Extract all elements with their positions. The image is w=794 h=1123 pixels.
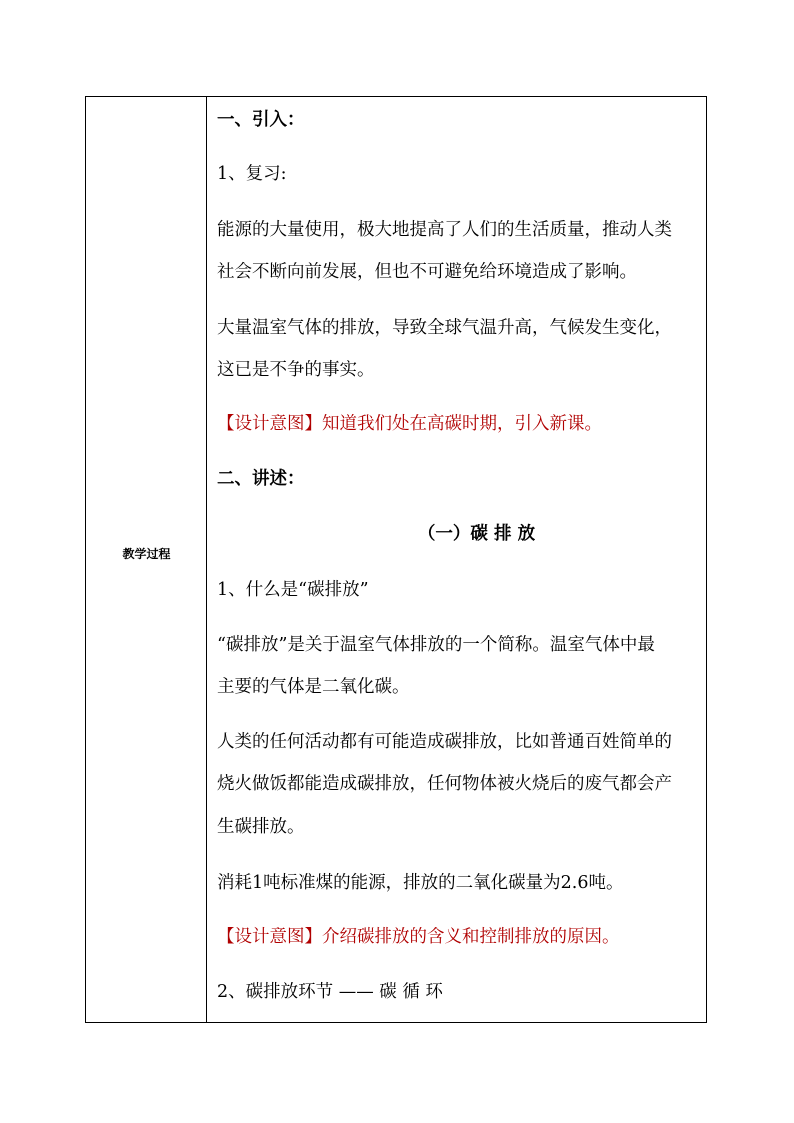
paragraph-line: 能源的大量使用，极大地提高了人们的生活质量，推动人类 <box>217 220 672 240</box>
intro-heading: 一、引入： <box>217 110 305 130</box>
content-cell <box>207 97 706 1022</box>
design-intent-tag: 【设计意图】 <box>217 414 322 434</box>
subsection-title: （一）碳 排 放 <box>417 524 536 544</box>
design-intent-2 <box>217 927 620 947</box>
design-intent-1 <box>217 414 602 434</box>
row-label: 教学过程 <box>122 547 171 561</box>
design-intent-tag: 【设计意图】 <box>217 927 322 947</box>
paragraph-line: 烧火做饭都能造成碳排放，任何物体被火烧后的废气都会产 <box>217 774 672 794</box>
paragraph-line: 主要的气体是二氧化碳。 <box>217 677 410 697</box>
question-heading-2: 2、碳排放环节 —— 碳 循 环 <box>217 982 443 1002</box>
lecture-heading: 二、讲述： <box>217 469 305 489</box>
paragraph-line: 这已是不争的事实。 <box>217 360 375 380</box>
review-heading: 1、复习: <box>217 164 287 184</box>
design-intent-text: 知道我们处在高碳时期，引入新课。 <box>322 414 602 434</box>
lesson-table <box>85 96 707 1023</box>
paragraph-line: 大量温室气体的排放，导致全球气温升高，气候发生变化， <box>217 318 672 338</box>
paragraph-line: 生碳排放。 <box>217 817 305 837</box>
design-intent-text: 介绍碳排放的含义和控制排放的原因。 <box>322 927 620 947</box>
paragraph-line: 消耗1吨标准煤的能源，排放的二氧化碳量为2.6吨。 <box>217 873 624 893</box>
paragraph-line: “碳排放”是关于温室气体排放的一个简称。温室气体中最 <box>217 635 655 655</box>
left-column-cell <box>86 97 207 1022</box>
paragraph-line: 社会不断向前发展，但也不可避免给环境造成了影响。 <box>217 262 637 282</box>
question-heading-1: 1、什么是“碳排放” <box>217 580 369 600</box>
paragraph-line: 人类的任何活动都有可能造成碳排放，比如普通百姓简单的 <box>217 732 672 752</box>
